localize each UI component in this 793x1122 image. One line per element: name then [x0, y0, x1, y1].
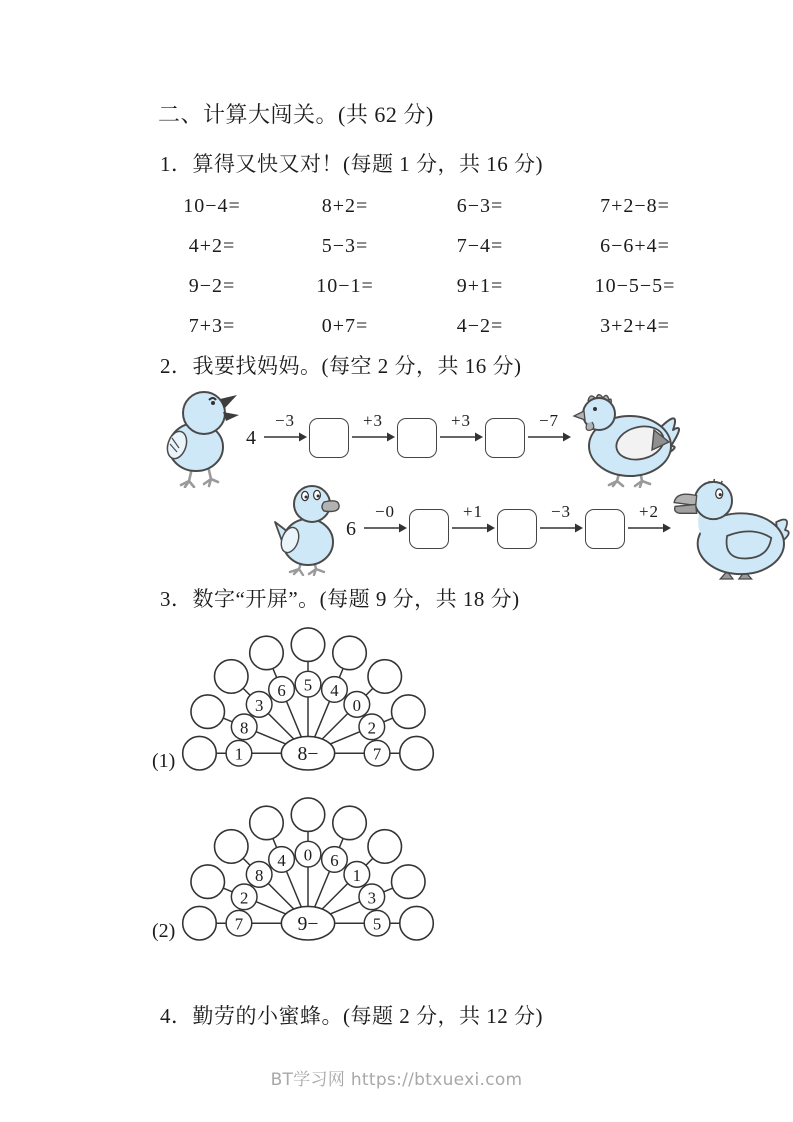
answer-circle[interactable] [333, 636, 367, 670]
op-arrow [627, 503, 671, 533]
number-label: 4 [277, 850, 286, 870]
fan-label: (2) [152, 920, 176, 942]
problem: 10−1= [316, 274, 374, 297]
q1-title: 1．算得又快又对！(每题 1 分，共 16 分) [160, 152, 543, 176]
chain-row [160, 386, 684, 490]
answer-circle[interactable] [250, 806, 284, 840]
number-label: 8 [239, 718, 249, 738]
answer-circle[interactable] [191, 865, 225, 899]
answer-circle[interactable] [183, 906, 217, 940]
number-label: 3 [254, 695, 264, 715]
number-label: 5 [303, 675, 313, 695]
answer-circle[interactable] [291, 628, 325, 662]
problem: 8+2= [321, 194, 369, 217]
number-label: 2 [239, 888, 249, 908]
problem: 6−6+4= [600, 234, 670, 257]
problem: 4−2= [456, 314, 504, 337]
op-arrow [351, 412, 395, 442]
answer-circle[interactable] [250, 636, 284, 670]
op-label: −0 [374, 502, 396, 521]
problem: 3+2+4= [600, 314, 670, 337]
problem: 7−4= [456, 234, 504, 257]
answer-circle[interactable] [368, 830, 402, 864]
op-label: +3 [450, 411, 472, 430]
number-label: 7 [372, 744, 382, 764]
answer-circle[interactable] [183, 736, 217, 770]
answer-box[interactable] [497, 509, 537, 549]
number-label: 1 [234, 744, 244, 764]
problem: 5−3= [321, 234, 369, 257]
mother-duck-image [672, 477, 792, 581]
section-heading: 二、计算大闯关。(共 62 分) [158, 102, 434, 127]
answer-circle[interactable] [400, 906, 434, 940]
q1-answer-grid [150, 186, 726, 346]
op-label: +1 [462, 502, 484, 521]
arrow-line-icon [539, 521, 583, 533]
problem: 0+7= [321, 314, 369, 337]
op-arrow [263, 412, 307, 442]
op-arrow [363, 503, 407, 533]
op-arrow [539, 503, 583, 533]
arrow-line-icon [527, 430, 571, 442]
op-label: +2 [638, 502, 660, 521]
answer-circle[interactable] [333, 806, 367, 840]
fan-center-label: 8− [297, 743, 319, 766]
chain-row [272, 477, 792, 581]
problem: 4+2= [188, 234, 236, 257]
start-number: 4 [246, 426, 256, 449]
answer-box[interactable] [309, 418, 349, 458]
problem: 7+2−8= [600, 194, 670, 217]
answer-circle[interactable] [400, 736, 434, 770]
answer-circle[interactable] [391, 865, 425, 899]
answer-box[interactable] [585, 509, 625, 549]
fan-center-label: 9− [297, 913, 319, 936]
fan-figure-svg [160, 782, 456, 948]
problem: 9−2= [188, 274, 236, 297]
answer-box[interactable] [397, 418, 437, 458]
answer-circle[interactable] [368, 660, 402, 694]
arrow-line-icon [263, 430, 307, 442]
answer-circle[interactable] [191, 695, 225, 729]
fan-label: (1) [152, 750, 176, 772]
problem: 6−3= [456, 194, 504, 217]
arrow-line-icon [363, 521, 407, 533]
op-label: −3 [550, 502, 572, 521]
op-arrow [451, 503, 495, 533]
arrow-line-icon [351, 430, 395, 442]
op-arrow [527, 412, 571, 442]
number-label: 8 [254, 865, 264, 885]
q4-title: 4．勤劳的小蜜蜂。(每题 2 分，共 12 分) [160, 1004, 543, 1028]
number-label: 2 [367, 718, 377, 738]
answer-circle[interactable] [291, 798, 325, 832]
number-label: 6 [277, 680, 286, 700]
problem: 7+3= [188, 314, 236, 337]
number-label: 1 [352, 865, 362, 885]
answer-circle[interactable] [391, 695, 425, 729]
baby-duckling-image [272, 482, 342, 576]
number-label: 4 [330, 680, 339, 700]
arrow-line-icon [439, 430, 483, 442]
number-label: 6 [330, 850, 339, 870]
fan-figure-svg [160, 612, 456, 778]
op-label: −7 [538, 411, 560, 430]
problem: 9+1= [456, 274, 504, 297]
op-label: +3 [362, 411, 384, 430]
q3-title: 3．数字“开屏”。(每题 9 分，共 18 分) [160, 587, 520, 611]
arrow-line-icon [627, 521, 671, 533]
number-label: 3 [367, 888, 377, 908]
number-label: 5 [372, 914, 382, 934]
start-number: 6 [346, 517, 356, 540]
baby-chick-image [160, 388, 242, 488]
answer-box[interactable] [409, 509, 449, 549]
op-arrow [439, 412, 483, 442]
problem: 10−4= [183, 194, 241, 217]
footer-text: BT学习网 https://btxuexi.com [270, 1070, 523, 1090]
q2-title: 2．我要找妈妈。(每空 2 分，共 16 分) [160, 354, 522, 378]
number-label: 0 [352, 695, 362, 715]
arrow-line-icon [451, 521, 495, 533]
op-label: −3 [274, 411, 296, 430]
mother-hen-image [572, 388, 684, 488]
answer-box[interactable] [485, 418, 525, 458]
answer-circle[interactable] [214, 660, 248, 694]
number-label: 7 [234, 914, 244, 934]
answer-circle[interactable] [214, 830, 248, 864]
number-label: 0 [303, 845, 313, 865]
problem: 10−5−5= [594, 274, 676, 297]
